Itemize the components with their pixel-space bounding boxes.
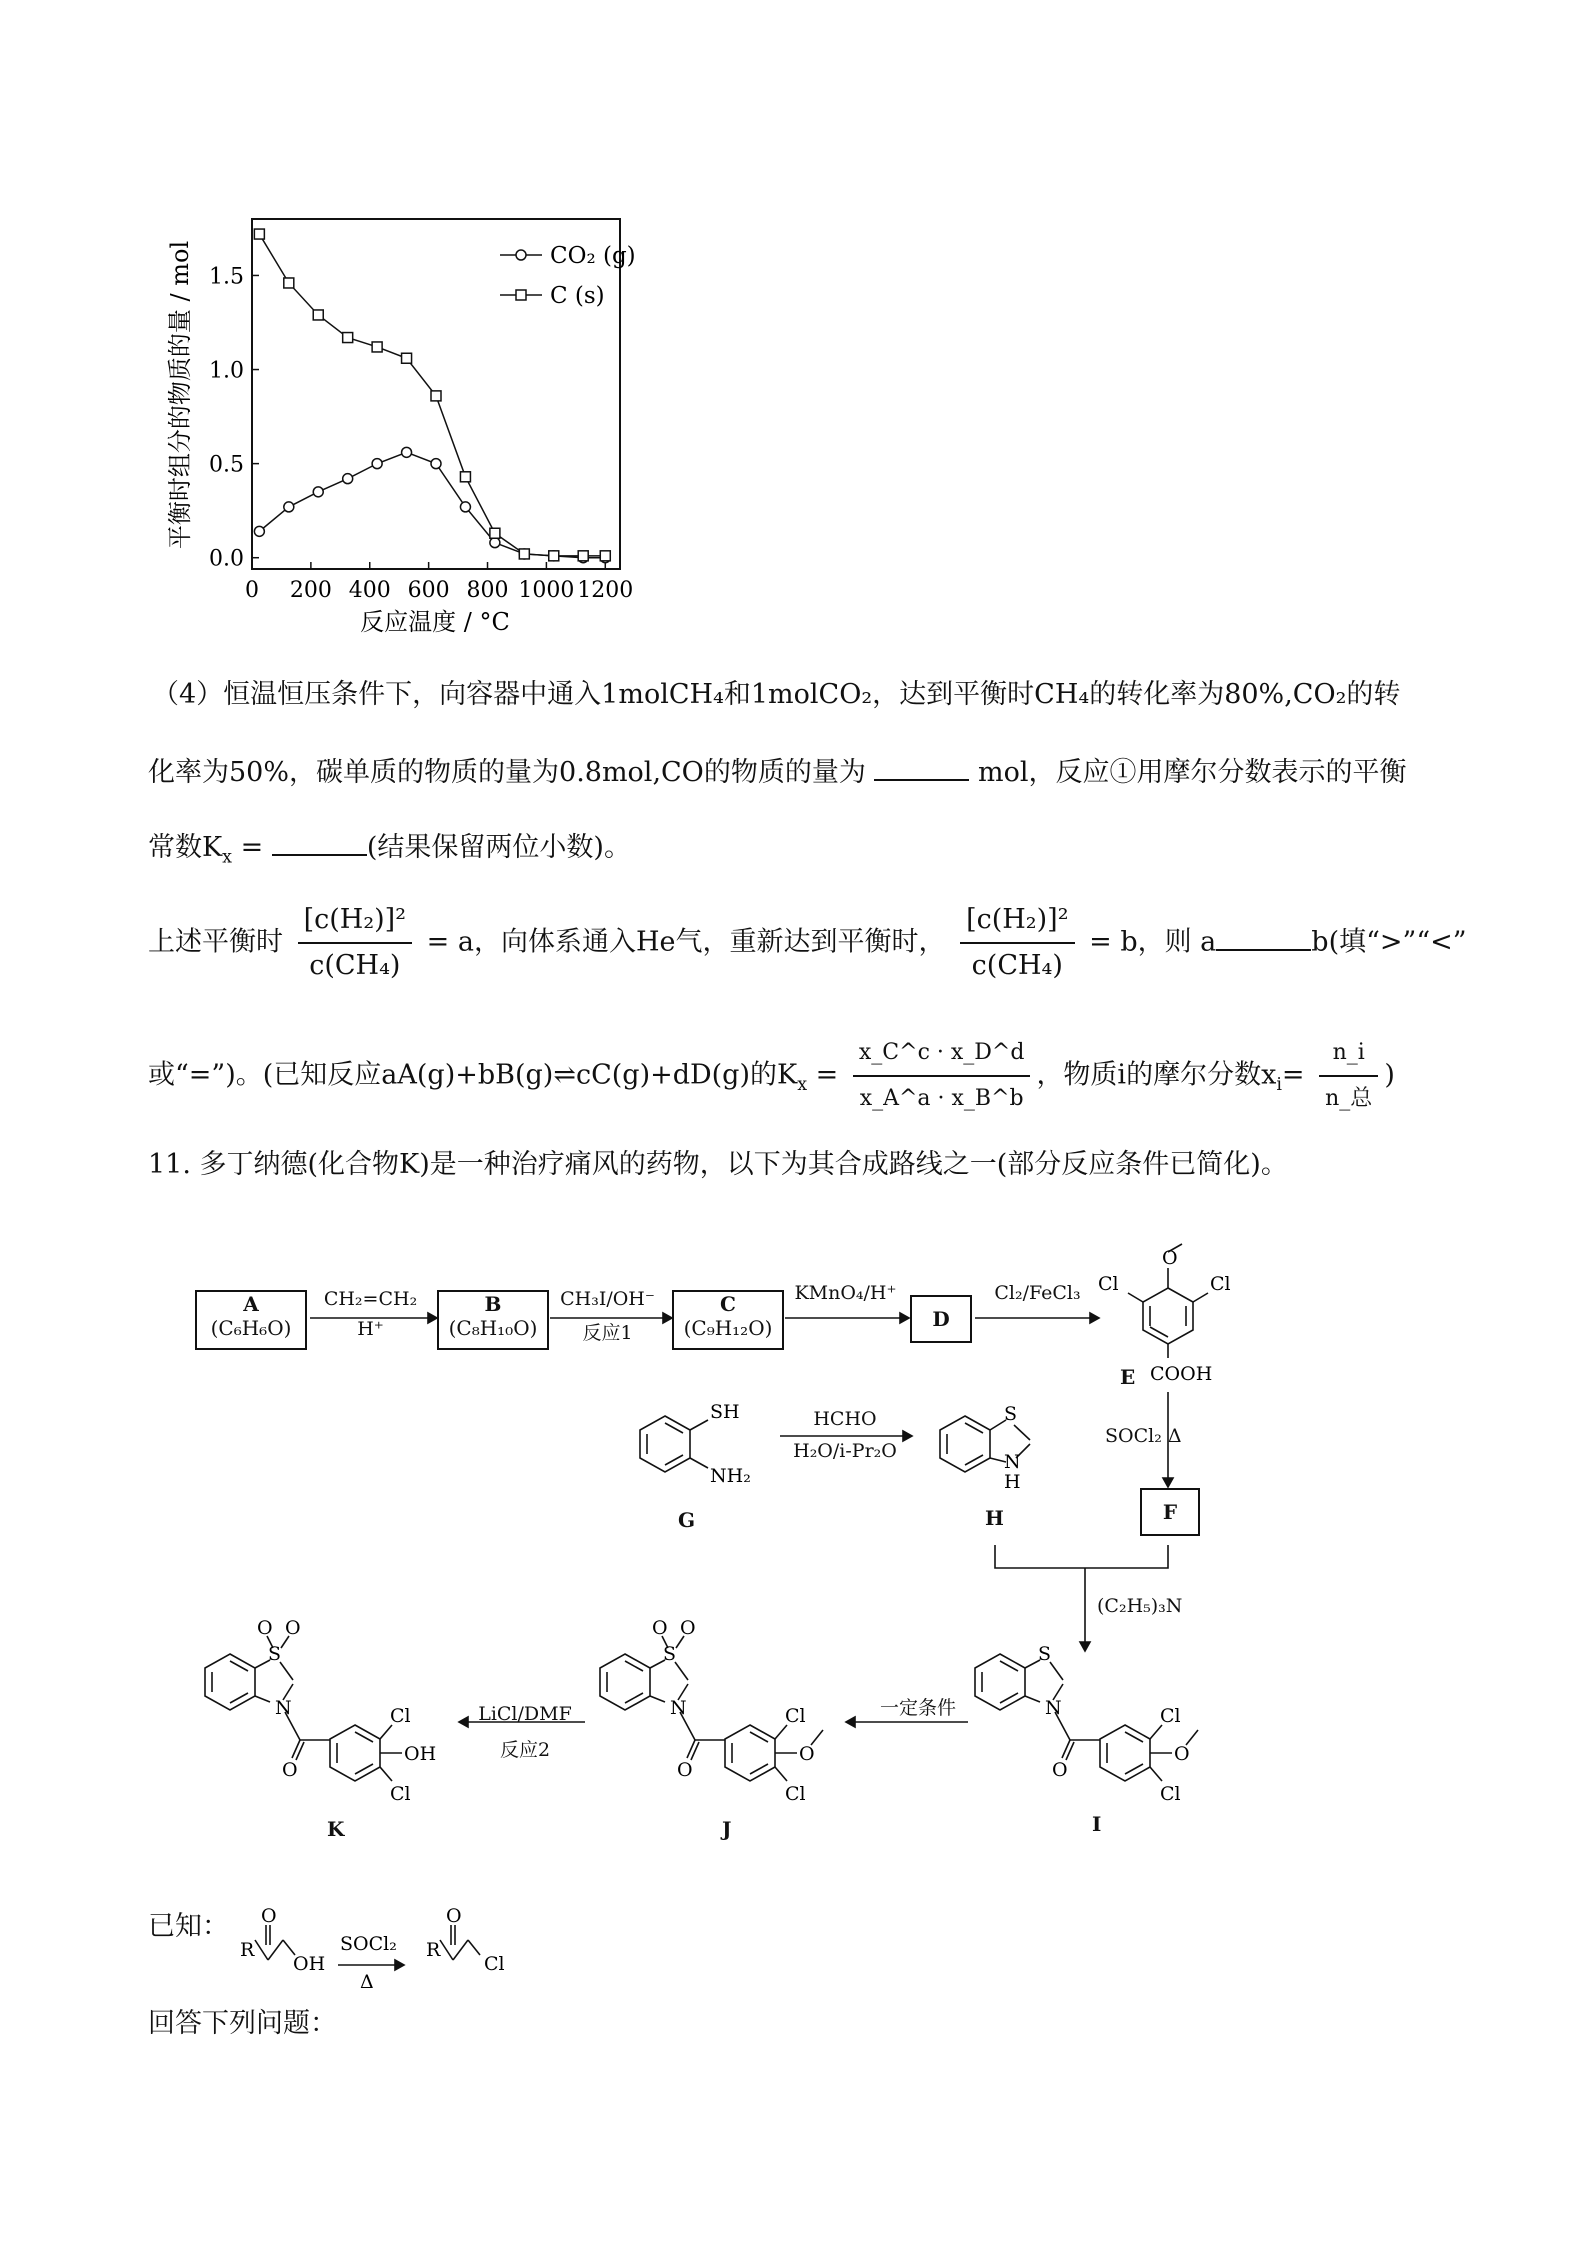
q4-line2-b: mol，反应①用摩尔分数表示的平衡 [978,757,1407,788]
data-point-square [431,391,441,401]
fraction-a-den: c(CH₄) [309,950,401,981]
K-S: S [268,1643,282,1665]
legend-c: C (s) [550,283,605,309]
q4-line5-f: = [1281,1059,1305,1091]
data-point-circle [372,459,382,469]
reagent-6-bot: H₂O/i-Pr₂O [793,1440,897,1462]
y-tick-label: 1.5 [209,264,244,290]
I-S: S [1038,1643,1052,1665]
compound-G [640,1416,708,1472]
data-point-circle [254,526,264,536]
q4-line5-d: ，物质i的摩尔分数x [1036,1059,1277,1091]
q4-line3 [148,828,631,874]
reagent-1-top: CH₂=CH₂ [323,1288,418,1310]
K-OH: OH [404,1743,437,1765]
I-O2: O [1174,1743,1190,1765]
known-R2: R [426,1939,441,1961]
J-Cl1: Cl [785,1705,806,1727]
answer-prompt [148,2007,337,2041]
known-Cl: Cl [484,1953,505,1975]
reagent-6-top: HCHO [813,1408,877,1430]
y-tick-label: 0.5 [209,452,244,478]
H-N: N [1004,1451,1021,1473]
fraction-xi-den: n_总 [1325,1086,1373,1111]
label-H: H [985,1506,1004,1530]
H-S: S [1004,1403,1018,1425]
answer-blank-compare[interactable] [1216,923,1311,951]
J-O1: O [652,1617,668,1639]
chart-legend [500,243,636,309]
answer-prompt-text: 回答下列问题： [148,2008,337,2039]
box-A-formula: (C₆H₆O) [210,1316,292,1340]
x-tick-label: 0 [245,578,259,603]
data-point-circle [490,538,500,548]
reagent-4-top: Cl₂/FeCl₃ [994,1282,1081,1304]
J-Cl2: Cl [785,1783,806,1805]
equilibrium-chart [150,205,700,645]
I-Cl2: Cl [1160,1783,1181,1805]
q4-line2 [148,753,1407,790]
G-NH2: NH₂ [710,1465,751,1487]
q11-intro [148,1148,1288,1182]
known-reagent: SOCl₂ [340,1933,397,1955]
data-point-circle [431,459,441,469]
K-N: N [275,1697,292,1719]
data-point-square [284,278,294,288]
E-Cl1: Cl [1098,1273,1119,1295]
label-E: E [1120,1365,1136,1389]
fraction-a [298,902,412,984]
data-point-square [519,549,529,559]
K-O3: O [282,1759,298,1781]
reagent-9-bot: 反应2 [499,1739,551,1761]
known-label [148,1910,229,1944]
data-point-circle [460,502,470,512]
box-A-name: A [243,1292,259,1316]
E-COOH: COOH [1150,1363,1213,1385]
fraction-b-den: c(CH₄) [971,950,1063,981]
box-C-formula: (C₉H₁₂O) [683,1316,773,1340]
label-J: J [722,1817,732,1841]
J-N: N [670,1697,687,1719]
reagent-5-text: SOCl₂ Δ [1105,1425,1182,1447]
label-I: I [1092,1812,1102,1836]
y-tick-label: 1.0 [209,358,244,384]
fraction-kx-den: x_A^a · x_B^b [859,1086,1024,1111]
box-B-name: B [484,1292,502,1316]
reagent-9-top: LiCl/DMF [478,1703,572,1725]
E-Cl2: Cl [1210,1273,1231,1295]
y-axis-label: 平衡时组分的物质的量 / mol [166,240,194,550]
fraction-kx-num: x_C^c · x_D^d [853,1035,1031,1077]
known-OH: OH [293,1953,326,1975]
known-label-text: 已知： [148,1911,229,1942]
I-Cl1: Cl [1160,1705,1181,1727]
q4-line4-d: b(填“>”“<” [1311,926,1467,958]
known-cond: Δ [360,1971,374,1993]
data-point-circle [313,487,323,497]
x-tick-label: 800 [466,578,509,603]
answer-blank-kx[interactable] [272,828,367,856]
K-Cl2: Cl [390,1783,411,1805]
q4-line1 [152,678,1400,712]
K-Cl1: Cl [390,1705,411,1727]
data-point-square [313,310,323,320]
H-H: H [1004,1471,1021,1493]
q4-line5-c: = [815,1059,839,1091]
q4-line5-a: 或“=”)。(已知反应aA(g)+bB(g)⇌cC(g)+dD(g)的K [148,1059,798,1091]
q4-line3-d: (结果保留两位小数)。 [366,832,631,863]
q4-line1-text: （4）恒温恒压条件下，向容器中通入1molCH₄和1molCO₂，达到平衡时CH₄的转化率为80%,CO₂的转 [152,679,1401,710]
reagent-8-text: 一定条件 [879,1697,956,1719]
fraction-b-num: [c(H₂)]² [960,902,1074,944]
K-O1: O [257,1617,273,1639]
J-O3: O [677,1759,693,1781]
J-O4: O [799,1743,815,1765]
x-axis-label: 反应温度 / °C [360,608,510,636]
fraction-xi [1319,1035,1378,1117]
E-O: O [1162,1247,1178,1269]
reagent-7-text: (C₂H₅)₃N [1097,1595,1183,1617]
data-point-square [490,528,500,538]
I-O: O [1052,1759,1068,1781]
data-point-square [402,353,412,363]
reagent-1-bot: H⁺ [357,1318,384,1340]
fraction-xi-num: n_i [1319,1035,1378,1077]
compound-K [205,1636,402,1781]
known-R1: R [240,1939,255,1961]
q4-line4 [148,902,1467,984]
x-tick-label: 200 [289,578,332,603]
fraction-b [960,902,1074,984]
box-C-name: C [720,1292,736,1316]
q4-line3-sub: x [222,847,233,868]
box-F-name: F [1162,1500,1178,1524]
reagent-3-top: KMnO₄/H⁺ [794,1282,897,1304]
answer-blank-co[interactable] [874,753,969,781]
data-point-square [372,342,382,352]
legend-co2: CO₂ (g) [550,243,636,269]
fraction-kx [853,1035,1031,1117]
J-O2: O [680,1617,696,1639]
data-point-square [343,333,353,343]
fraction-a-num: [c(H₂)]² [298,902,412,944]
q4-line3-eq: = [240,832,264,863]
box-B-formula: (C₈H₁₀O) [448,1316,538,1340]
box-D-name: D [932,1307,950,1331]
data-point-square [578,551,588,561]
q4-line4-a: 上述平衡时 [148,926,283,958]
q4-line3-a: 常数K [148,832,223,863]
label-G: G [678,1508,696,1532]
y-tick-label: 0.0 [209,546,244,572]
q4-line5 [148,1035,1395,1117]
data-point-square [254,229,264,239]
q4-line4-c: = b，则 a [1089,926,1217,958]
x-tick-label: 1200 [577,578,634,603]
J-S: S [663,1643,677,1665]
data-point-circle [284,502,294,512]
x-tick-label: 400 [348,578,391,603]
q4-line5-e: i [1276,1074,1282,1095]
q4-line5-b: x [797,1074,808,1095]
G-SH: SH [710,1401,740,1423]
data-point-square [600,551,610,561]
reagent-2-top: CH₃I/OH⁻ [560,1288,655,1310]
x-tick-label: 600 [407,578,450,603]
data-point-square [460,472,470,482]
data-point-square [549,551,559,561]
q4-line2-a: 化率为50%，碳单质的物质的量为0.8mol,CO的物质的量为 [148,757,866,788]
label-K: K [327,1817,345,1841]
data-point-circle [343,474,353,484]
series-line-0 [259,452,605,557]
x-tick-label: 1000 [518,578,575,603]
K-O2: O [285,1617,301,1639]
reagent-2-bot: 反应1 [582,1322,633,1344]
q11-intro-text: 11. 多丁纳德(化合物K)是一种治疗痛风的药物，以下为其合成路线之一(部分反应条件已简化)。 [148,1149,1288,1180]
known-O2: O [446,1905,462,1927]
data-point-circle [402,447,412,457]
q4-line5-g: ) [1384,1059,1395,1091]
q4-line4-b: = a，向体系通入He气，重新达到平衡时， [426,926,946,958]
I-N: N [1045,1697,1062,1719]
known-O1: O [261,1905,277,1927]
